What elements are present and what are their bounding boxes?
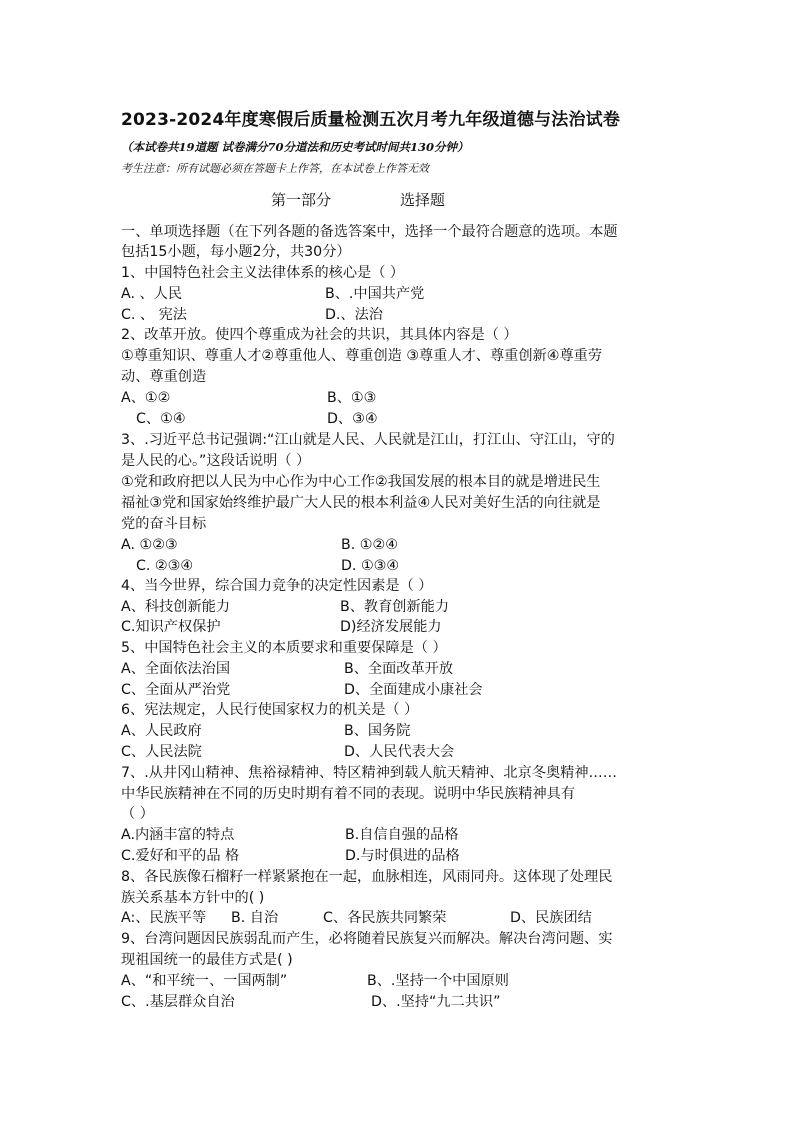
question-stem: 2、改革开放。使四个尊重成为社会的共识，其具体内容是（ ）	[121, 327, 518, 343]
option-a: A. ①②③	[121, 537, 178, 553]
section-intro-line: 一、单项选择题（在下列各题的备选答案中，选择一个最符合题意的选项。本题	[121, 224, 618, 240]
option-c: C、①④	[136, 411, 186, 427]
option-b: B、全面改革开放	[344, 661, 454, 677]
question-stem: 6、宪法规定，人民行使国家权力的机关是（ ）	[121, 702, 419, 718]
option-b: B、.坚持一个中国原则	[367, 973, 509, 989]
question-stem: ①尊重知识、尊重人才②尊重他人、尊重创造 ③尊重人才、尊重创新④尊重劳	[121, 348, 603, 364]
option-c: C、人民法院	[121, 744, 202, 760]
candidate-notice: 考生注意：所有试题必须在答题卡上作答，在本试卷上作答无效	[121, 162, 429, 175]
option-c: C.爱好和平的品 格	[121, 848, 240, 864]
option-d: D.与时俱进的品格	[345, 848, 460, 864]
question-stem: 3、.习近平总书记强调:“江山就是人民、人民就是江山，打江山、守江山，守的	[121, 432, 615, 448]
option-a: A、科技创新能力	[121, 599, 231, 615]
question-stem: 动、尊重创造	[121, 369, 207, 385]
question-stem: 8、各民族像石榴籽一样紧紧抱在一起，血脉相连，风雨同舟。这体现了处理民	[121, 869, 613, 885]
option-d: D、人民代表大会	[344, 744, 455, 760]
option-d: D)经济发展能力	[340, 619, 442, 635]
section-intro-line: 包括15小题，每小题2分，共30分）	[121, 244, 351, 260]
option-b: B. 自治	[231, 910, 279, 926]
question-stem: 福祉③党和国家始终维护最广大人民的根本利益④人民对美好生活的向往就是	[121, 495, 601, 511]
option-d: D、民族团结	[510, 910, 592, 926]
question-stem: 4、当今世界，综合国力竞争的决定性因素是（ ）	[121, 578, 433, 594]
part-label: 第一部分	[271, 191, 332, 209]
option-a: A、“和平统一、一国两制”	[121, 973, 288, 989]
question-stem: 7、.从井冈山精神、焦裕禄精神、特区精神到载人航天精神、北京冬奥精神……	[121, 765, 617, 781]
option-b: B.自信自强的品格	[345, 827, 459, 843]
option-a: A、全面依法治国	[121, 661, 231, 677]
option-c: C、全面从严治党	[121, 682, 231, 698]
option-c: C、.基层群众自治	[121, 994, 235, 1010]
option-b: B、国务院	[344, 723, 411, 739]
part-name: 选择题	[400, 191, 446, 209]
option-a: A:、民族平等	[121, 910, 207, 926]
option-b: B、教育创新能力	[340, 599, 450, 615]
option-c: C. 、 宪法	[121, 307, 187, 323]
exam-title: 2023-2024年度寒假后质量检测五次月考九年级道德与法治试卷	[121, 110, 621, 130]
option-d: D、③④	[327, 411, 378, 427]
question-stem: 党的奋斗目标	[121, 516, 207, 532]
option-b: B、①③	[327, 390, 377, 406]
option-a: A、人民政府	[121, 723, 202, 739]
option-a: A.内涵丰富的特点	[121, 827, 235, 843]
question-stem: （ ）	[121, 806, 154, 822]
question-stem: 9、台湾问题因民族弱乱而产生，必将随着民族复兴而解决。解决台湾问题、实	[121, 931, 613, 947]
question-stem: 5、中国特色社会主义的本质要求和重要保障是（ ）	[121, 640, 447, 656]
question-stem: 现祖国统一的最佳方式是( )	[121, 952, 293, 968]
option-a: A、①②	[121, 390, 171, 406]
option-d: D、全面建成小康社会	[344, 682, 483, 698]
option-b: B、.中国共产党	[325, 286, 425, 302]
option-c: C.知识产权保护	[121, 619, 221, 635]
question-stem: 族关系基本方针中的( )	[121, 890, 265, 906]
exam-info-note: （本试卷共19道题 试卷满分70分道法和历史考试时间共130分钟）	[121, 140, 469, 154]
question-stem: ①党和政府把以人民为中心作为中心工作②我国发展的根本目的就是增进民生	[121, 474, 601, 490]
option-d: D.、法治	[325, 307, 383, 323]
question-stem: 1、中国特色社会主义法律体系的核心是（ ）	[121, 265, 405, 281]
option-c: C. ②③④	[136, 558, 194, 574]
option-b: B. ①②④	[341, 537, 398, 553]
question-stem: 是人民的心。”这段话说明（ ）	[121, 453, 311, 469]
option-d: D、.坚持“九二共识”	[371, 994, 501, 1010]
option-d: D. ①③④	[341, 558, 400, 574]
question-stem: 中华民族精神在不同的历史时期有着不同的表现。说明中华民族精神具有	[121, 786, 576, 802]
option-a: A. 、人民	[121, 286, 183, 302]
option-c: C、各民族共同繁荣	[323, 910, 447, 926]
